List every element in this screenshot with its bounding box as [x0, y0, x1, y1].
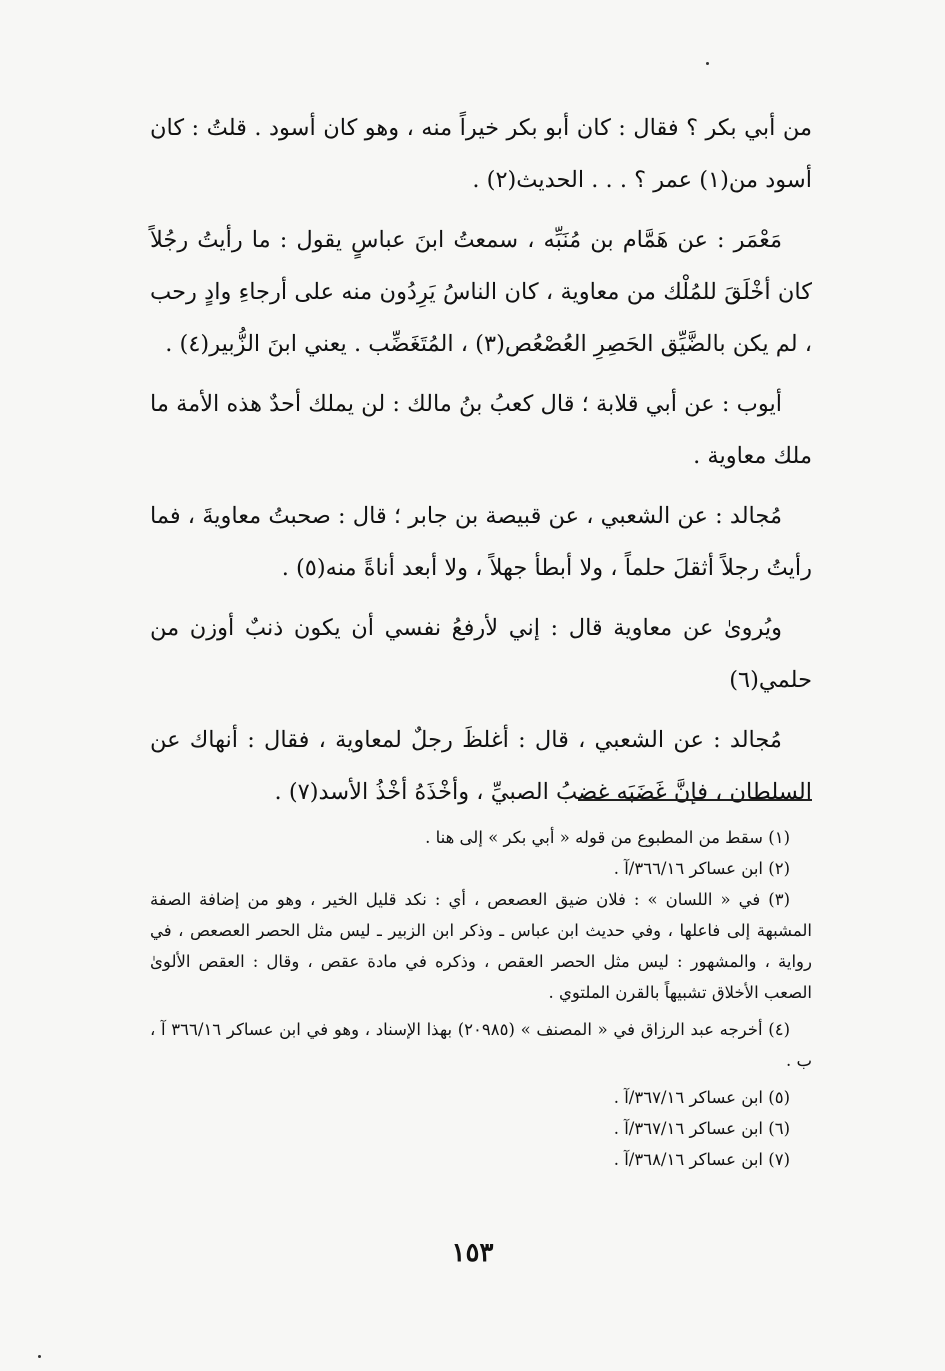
footnote-6: (٦) ابن عساكر ٣٦٧/١٦/آ .: [613, 1119, 790, 1138]
footnote-divider: [578, 799, 812, 801]
footnotes: [150, 822, 812, 1175]
paragraph-4: مُجالد : عن الشعبي ، عن قبيصة بن جابر ؛ قال : صحبتُ معاويةَ ، فما رأيتُ رجلاً أثقلَ حلماً ، ولا أبطأ جهلاً ، ولا أبعد أناةً منه(٥) .: [150, 503, 812, 581]
scan-speck: [38, 1355, 41, 1358]
footnote-2: (٢) ابن عساكر ٣٦٦/١٦/آ .: [613, 859, 790, 878]
footnote-3: (٣) في « اللسان » : فلان ضيق العصعص ، أي : نكد قليل الخير ، وهو من إضافة الصفة المشبهة إلى فاعلها ، وفي حديث ابن عباس ـ وذكر ابن الزبير ـ ليس مثل الحصر العصعص ، في رواية ، والمشهور : ليس مثل الحصر العقص ، وذكره في مادة عقص ، وقال : العقص الألوىٰ الصعب الأخلاق تشبيهاً بالقرن الملتوي .: [150, 890, 812, 1002]
main-text: [150, 102, 812, 826]
paragraph-5: ويُروىٰ عن معاوية قال : إني لأرفعُ نفسي أن يكون ذنبٌ أوزن من حلمي(٦): [150, 615, 812, 693]
paragraph-6: مُجالد : عن الشعبي ، قال : أغلظَ رجلٌ لمعاوية ، فقال : أنهاك عن السلطان ، فإنَّ غَضَبَه غضبُ الصبيِّ ، وأخْذَهُ أخْذُ الأسد(٧) .: [150, 727, 812, 805]
paragraph-1: من أبي بكر ؟ فقال : كان أبو بكر خيراً منه ، وهو كان أسود . قلتُ : كان أسود من(١) عمر ؟ . . . الحديث(٢) .: [150, 115, 812, 193]
paragraph-2: مَعْمَر : عن هَمَّام بن مُنَبِّه ، سمعتُ ابنَ عباسٍ يقول : ما رأيتُ رجُلاً كان أخْلَقَ للمُلْك من معاوية ، كان الناسُ يَرِدُون منه على أرجاءِ وادٍ رحب ، لم يكن بالضَّيِّق الحَصِرِ العُصْعُص(٣) ، المُتَغَضِّب . يعني ابنَ الزُّبير(٤) .: [150, 227, 812, 357]
footnote-1: (١) سقط من المطبوع من قوله « أبي بكر » إلى هنا .: [425, 828, 790, 847]
footnote-4: (٤) أخرجه عبد الرزاق في « المصنف » (٢٠٩٨٥) بهذا الإسناد ، وهو في ابن عساكر ٣٦٦/١٦ آ ، ب .: [150, 1020, 812, 1070]
scan-speck: [706, 62, 709, 65]
footnote-5: (٥) ابن عساكر ٣٦٧/١٦/آ .: [613, 1088, 790, 1107]
page-number: ١٥٣: [451, 1238, 494, 1268]
footnote-7: (٧) ابن عساكر ٣٦٨/١٦/آ .: [613, 1150, 790, 1169]
paragraph-3: أيوب : عن أبي قلابة ؛ قال كعبُ بنُ مالك : لن يملك أحدٌ هذه الأمة ما ملك معاوية .: [150, 391, 812, 469]
